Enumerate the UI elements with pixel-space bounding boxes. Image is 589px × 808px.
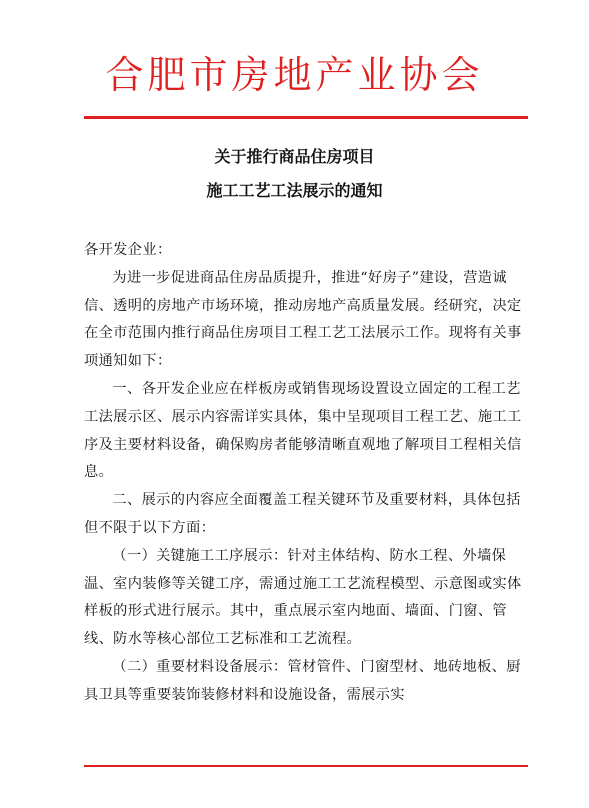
paragraph-intro: 为进一步促进商品住房品质提升，推进“好房子”建设，营造诚信、透明的房地产市场环境，推动房地产高质量发展。经研究，决定在全市范围内推行商品住房项目工程工艺工法展示工作。现将有关事项通知如下： [84,269,522,370]
paragraph-item-1: 一、各开发企业应在样板房或销售现场设置设立固定的工程工艺工法展示区、展示内容需详实具体，集中呈现项目工程工艺、施工工序及主要材料设备，确保购房者能够清晰直观地了解项目工程相关信息。 [84,380,522,481]
paragraph-subitem-1: （一）关键施工工序展示：针对主体结构、防水工程、外墙保温、室内装修等关键工序，需通过施工工艺流程模型、示意图或实体样板的形式进行展示。其中，重点展示室内地面、墙面、门窗、管线、防水等核心部位工艺标准和工艺流程。 [84,547,522,648]
salutation: 各开发企业： [84,242,172,258]
header-red-rule [84,116,528,119]
notice-body [84,237,532,710]
notice-title-line1: 关于推行商品住房项目 [214,147,375,166]
paragraph-item-2: 二、展示的内容应全面覆盖工程关键环节及重要材料，具体包括但不限于以下方面： [84,492,521,536]
organization-header: 合肥市房地产业协会 [105,53,484,97]
notice-title-line2: 施工工艺工法展示的通知 [206,181,383,200]
paragraph-subitem-2: （二）重要材料设备展示：管材管件、门窗型材、地砖地板、厨具卫具等重要装饰装修材料和设施设备，需展示实 [84,658,521,703]
footer-red-rule [84,765,528,767]
